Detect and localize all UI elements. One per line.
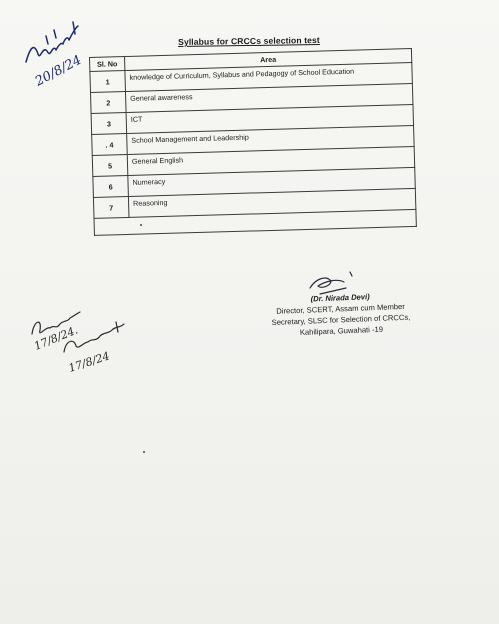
row-sl-no: 7 <box>93 196 129 218</box>
row-sl-no: 3 <box>91 112 127 134</box>
row-area: ICT <box>126 104 413 133</box>
row-area: Numeracy <box>128 167 415 196</box>
row-sl-no: 6 <box>93 175 129 197</box>
row-area: General English <box>127 146 414 175</box>
row-area: knowledge of Curriculum, Syllabus and Pedagogy of School Education <box>125 62 412 91</box>
row-area: Reasoning <box>128 188 415 217</box>
handwritten-date-mid-left-2: 17/8/24 <box>66 349 112 375</box>
signatory-line-3: Kahilipara, Guwahati -19 <box>299 324 384 337</box>
header-sl-no: Sl. No <box>90 57 125 72</box>
scan-speck <box>143 451 145 453</box>
signatory-name: (Dr. Nirada Devi) <box>310 292 370 304</box>
row-sl-no: 5 <box>92 154 128 176</box>
header-area: Area <box>125 48 412 70</box>
document-title: Syllabus for CRCCs selection test <box>178 35 320 47</box>
handwritten-date-mid-left-1: 17/8/24. <box>32 323 80 353</box>
row-sl-no: 2 <box>90 91 126 113</box>
signatory-block <box>245 289 437 340</box>
signatory-line-2: Secretary, SLSC for Selection of CRCCs, <box>271 312 411 327</box>
handwritten-initials-mid-left <box>24 298 174 378</box>
signatory-line-1: Director, SCERT, Assam cum Member <box>276 301 405 316</box>
row-area: General awareness <box>125 83 412 112</box>
row-sl-no: . 4 <box>92 133 128 155</box>
row-area: School Management and Leadership <box>127 125 414 154</box>
handwritten-initials-top-left <box>18 14 93 94</box>
scan-speck <box>140 224 142 226</box>
row-sl-no: 1 <box>90 71 126 93</box>
handwritten-date-top-left: 20/8/24 <box>32 52 85 90</box>
syllabus-table <box>89 48 417 236</box>
